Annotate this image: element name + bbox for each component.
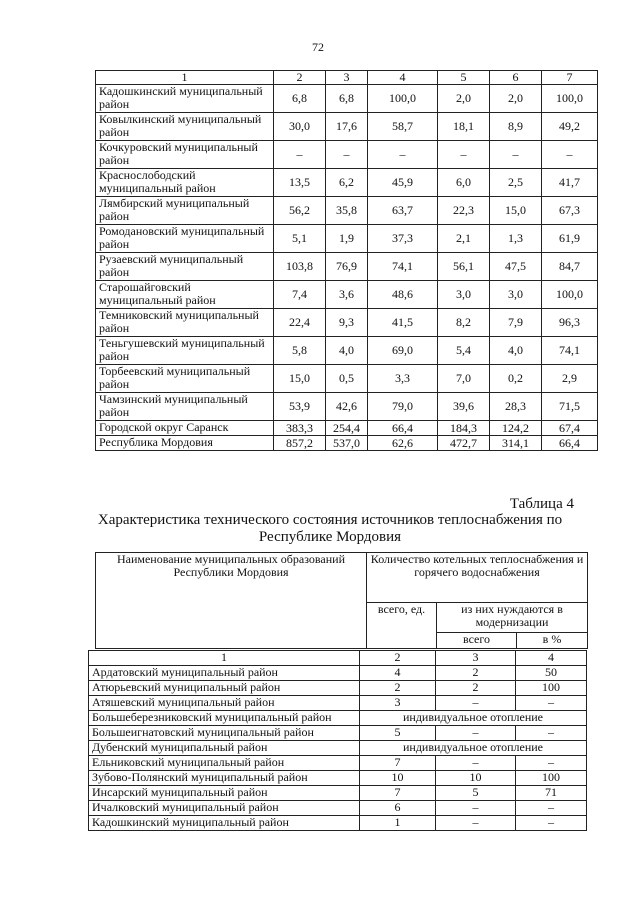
row-value: – [516,696,587,711]
row-value: 5 [436,786,516,801]
table-row [96,365,598,393]
table-row [96,197,598,225]
row-value: 66,4 [542,436,598,451]
row-value: 79,0 [368,393,438,421]
row-value: 39,6 [438,393,490,421]
header-cell: 3 [326,71,368,85]
table-row [96,436,598,451]
row-value: 184,3 [438,421,490,436]
row-value: 1,9 [326,225,368,253]
row-name: Чамзинский муниципальный район [96,393,274,421]
row-value: 41,7 [542,169,598,197]
header-cell: 1 [96,71,274,85]
row-value: 4,0 [326,337,368,365]
row-name: Большеигнатовский муниципальный район [89,726,360,741]
row-value: 5 [360,726,436,741]
row-value: 4,0 [490,337,542,365]
row-value: 71,5 [542,393,598,421]
table-row [96,337,598,365]
row-value: 3 [360,696,436,711]
row-merged: индивидуальное отопление [360,711,587,726]
header-cell: 4 [368,71,438,85]
row-value: – [516,801,587,816]
row-value: – [436,801,516,816]
row-value: 18,1 [438,113,490,141]
row-value: 100,0 [368,85,438,113]
row-value: 2,0 [490,85,542,113]
row-value: 6,8 [326,85,368,113]
row-value: – [436,696,516,711]
row-value: 6,0 [438,169,490,197]
table-row [96,281,598,309]
row-value: – [516,756,587,771]
row-value: 100,0 [542,85,598,113]
row-value: 35,8 [326,197,368,225]
table-row [89,741,587,756]
row-value: 100 [516,771,587,786]
table-row [89,681,587,696]
row-value: 96,3 [542,309,598,337]
row-value: 7,4 [274,281,326,309]
row-value: 8,9 [490,113,542,141]
row-value: 537,0 [326,436,368,451]
row-value: 314,1 [490,436,542,451]
row-name: Торбеевский муниципальный район [96,365,274,393]
table-row [96,393,598,421]
row-name: Кочкуровский муниципальный район [96,141,274,169]
row-value: 383,3 [274,421,326,436]
row-value: 62,6 [368,436,438,451]
row-value: 124,2 [490,421,542,436]
header-total: всего, ед. [367,603,437,649]
row-value: 254,4 [326,421,368,436]
row-value: 2 [360,681,436,696]
column-number: 4 [516,651,587,666]
row-value: – [436,816,516,831]
header-need-total: всего [437,633,517,649]
row-name: Республика Мордовия [96,436,274,451]
row-value: 67,4 [542,421,598,436]
row-value: 7,9 [490,309,542,337]
row-value: 74,1 [368,253,438,281]
header-need: из них нуждаются в модернизации [437,603,588,633]
row-value: 7 [360,786,436,801]
row-value: 50 [516,666,587,681]
column-number: 3 [436,651,516,666]
table-row [89,816,587,831]
row-value: 58,7 [368,113,438,141]
row-value: 56,1 [438,253,490,281]
row-value: 2,9 [542,365,598,393]
row-value: 67,3 [542,197,598,225]
table-row [96,253,598,281]
row-name: Зубово-Полянский муниципальный район [89,771,360,786]
row-value: 103,8 [274,253,326,281]
row-value: 45,9 [368,169,438,197]
row-value: – [516,816,587,831]
row-value: 7,0 [438,365,490,393]
row-value: 472,7 [438,436,490,451]
row-value: – [490,141,542,169]
row-value: 22,3 [438,197,490,225]
header-name: Наименование муниципальных образований Республики Мордовия [96,553,367,649]
table-row [96,85,598,113]
table-row [89,666,587,681]
column-number: 1 [89,651,360,666]
row-value: 2 [436,681,516,696]
row-value: 71 [516,786,587,801]
header-need-pct: в % [517,633,588,649]
row-value: 84,7 [542,253,598,281]
row-value: 49,2 [542,113,598,141]
row-value: 30,0 [274,113,326,141]
row-value: 0,2 [490,365,542,393]
row-value: 7 [360,756,436,771]
row-value: 5,4 [438,337,490,365]
row-name: Кадошкинский муниципальный район [89,816,360,831]
table-row [96,309,598,337]
table-body [88,650,587,831]
row-value: 48,6 [368,281,438,309]
row-value: 15,0 [274,365,326,393]
row-value: 22,4 [274,309,326,337]
row-value: 5,8 [274,337,326,365]
table-continued [95,70,598,451]
row-name: Рузаевский муниципальный район [96,253,274,281]
row-value: 13,5 [274,169,326,197]
row-name: Ичалковский муниципальный район [89,801,360,816]
header-cell: 2 [274,71,326,85]
row-value: 857,2 [274,436,326,451]
row-value: – [274,141,326,169]
row-value: 76,9 [326,253,368,281]
row-name: Краснослободский муниципальный район [96,169,274,197]
row-name: Темниковский муниципальный район [96,309,274,337]
row-value: 15,0 [490,197,542,225]
row-value: 2 [436,666,516,681]
row-name: Ельниковский муниципальный район [89,756,360,771]
row-value: – [326,141,368,169]
row-value: 74,1 [542,337,598,365]
header-count: Количество котельных теплоснабжения и горячего водоснабжения [367,553,588,603]
row-value: 3,0 [438,281,490,309]
header-cell: 5 [438,71,490,85]
row-value: 100 [516,681,587,696]
table-header-row [96,71,598,85]
table-row [89,711,587,726]
row-value: 2,1 [438,225,490,253]
row-value: 56,2 [274,197,326,225]
row-value: 2,5 [490,169,542,197]
row-value: – [368,141,438,169]
row-value: 5,1 [274,225,326,253]
row-value: 8,2 [438,309,490,337]
row-value: – [516,726,587,741]
row-value: 6,2 [326,169,368,197]
table-row [89,726,587,741]
row-name: Дубенский муниципальный район [89,741,360,756]
row-name: Ромодановский муниципальный район [96,225,274,253]
row-name: Ковылкинский муниципальный район [96,113,274,141]
row-value: – [542,141,598,169]
row-value: 63,7 [368,197,438,225]
row-name: Лямбирский муниципальный район [96,197,274,225]
row-value: 10 [360,771,436,786]
header-cell: 7 [542,71,598,85]
row-value: 3,6 [326,281,368,309]
row-value: 6 [360,801,436,816]
column-number-row [89,651,587,666]
row-name: Городской округ Саранск [96,421,274,436]
table-row [89,696,587,711]
row-value: – [436,726,516,741]
row-value: 6,8 [274,85,326,113]
row-value: 17,6 [326,113,368,141]
row-name: Инсарский муниципальный район [89,786,360,801]
row-value: 61,9 [542,225,598,253]
row-value: 1 [360,816,436,831]
row-name: Атюрьевский муниципальный район [89,681,360,696]
table-label: Таблица 4 [509,496,574,512]
table-row [96,421,598,436]
column-number: 2 [360,651,436,666]
row-value: 0,5 [326,365,368,393]
row-value: 1,3 [490,225,542,253]
row-name: Ардатовский муниципальный район [89,666,360,681]
row-value: 4 [360,666,436,681]
table-row [89,801,587,816]
row-name: Теньгушевский муниципальный район [96,337,274,365]
table-header [95,552,588,649]
row-name: Большеберезниковский муниципальный район [89,711,360,726]
row-value: – [438,141,490,169]
row-value: 28,3 [490,393,542,421]
row-name: Атяшевский муниципальный район [89,696,360,711]
row-value: 2,0 [438,85,490,113]
row-value: 53,9 [274,393,326,421]
table-row [96,169,598,197]
row-value: 37,3 [368,225,438,253]
page-number: 72 [312,40,324,54]
table-row [89,771,587,786]
row-value: 69,0 [368,337,438,365]
row-value: 47,5 [490,253,542,281]
table-row [89,786,587,801]
table-row [96,113,598,141]
row-value: 10 [436,771,516,786]
row-value: 100,0 [542,281,598,309]
row-name: Старошайговский муниципальный район [96,281,274,309]
row-merged: индивидуальное отопление [360,741,587,756]
header-cell: 6 [490,71,542,85]
row-value: 66,4 [368,421,438,436]
row-value: 9,3 [326,309,368,337]
row-value: – [436,756,516,771]
table-row [89,756,587,771]
row-name: Кадошкинский муниципальный район [96,85,274,113]
row-value: 41,5 [368,309,438,337]
row-value: 42,6 [326,393,368,421]
row-value: 3,3 [368,365,438,393]
row-value: 3,0 [490,281,542,309]
table-title: Характеристика технического состояния источников теплоснабжения по Республике Мордовия [97,512,563,545]
table-row [96,225,598,253]
table-row [96,141,598,169]
